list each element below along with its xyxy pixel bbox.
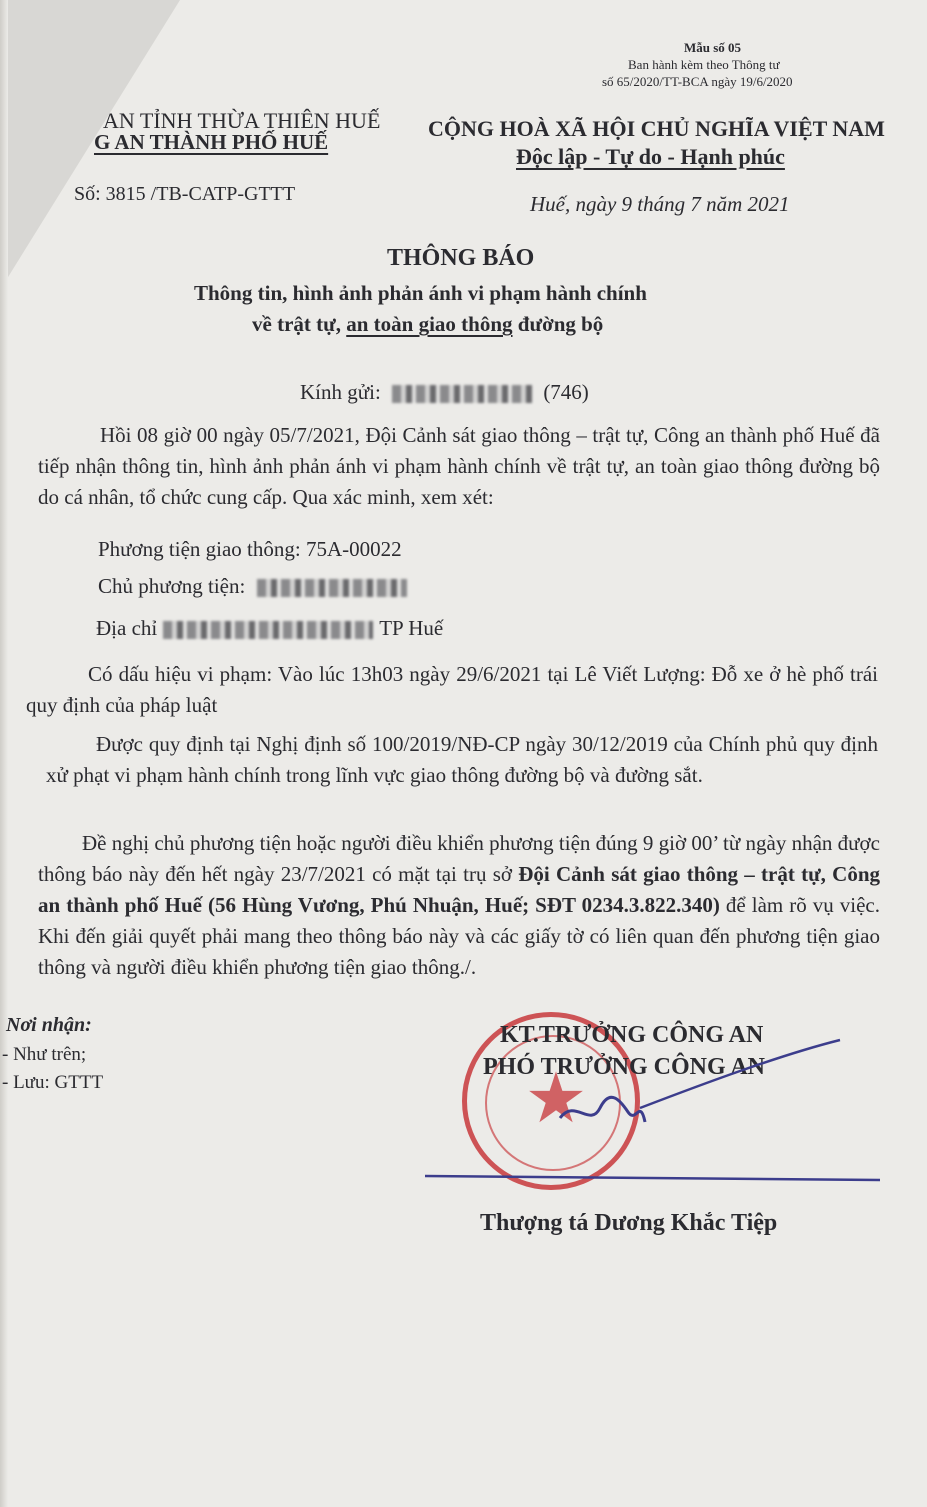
signer-name: Thượng tá Dương Khắc Tiệp: [480, 1210, 778, 1236]
nation-motto: Độc lập - Tự do - Hạnh phúc: [516, 144, 785, 169]
paragraph-intro-text: Hồi 08 giờ 00 ngày 05/7/2021, Đội Cảnh sát giao thông – trật tự, Công an thành phố Huế đã tiếp nhận thông tin, hình ảnh phản ánh vi phạm hành chính về trật tự, an toàn giao thông đường bộ do cá nhân, tổ chức cung cấp. Qua xác minh, xem xét:: [38, 423, 880, 509]
receiver-item-2: - Lưu: GTTT: [2, 1072, 104, 1093]
recipient-suffix: (746): [543, 380, 589, 404]
nation-title: CỘNG HOÀ XÃ HỘI CHỦ NGHĨA VIỆT NAM: [428, 116, 885, 141]
vehicle-line: Phương tiện giao thông: 75A-00022: [98, 537, 402, 561]
signature-title-2: PHÓ TRƯỞNG CÔNG AN: [483, 1054, 766, 1080]
address-label: Địa chỉ: [96, 616, 158, 640]
page-edge: [0, 0, 8, 1507]
paragraph-request-text-c: để làm rõ vụ việc. Khi đến giải quyết phải mang theo thông báo này và các giấy tờ có liên quan đến phương tiện giao thông và người điều khiển phương tiện giao thông./.: [38, 893, 880, 979]
star-icon: ★: [524, 1057, 588, 1139]
paragraph-intro: [38, 420, 880, 513]
paragraph-regulation: [46, 729, 878, 791]
redacted-recipient: [392, 385, 532, 403]
paragraph-violation-text: Có dấu hiệu vi phạm: Vào lúc 13h03 ngày 29/6/2021 tại Lê Viết Lượng: Đỗ xe ở hè phố trái quy định của pháp luật: [26, 662, 878, 717]
owner-line: [98, 574, 413, 599]
redacted-owner: [257, 579, 407, 597]
receiver-item-1: - Như trên;: [2, 1044, 87, 1065]
notice-title: THÔNG BÁO: [387, 245, 535, 271]
recipient-line: [300, 380, 589, 405]
receivers-label: Nơi nhận:: [6, 1014, 92, 1036]
form-number: Mẫu số 05: [684, 40, 742, 55]
paragraph-request-office: Đội Cảnh sát giao thông – trật tự, Công an thành phố Huế (56 Hùng Vương, Phú Nhuận, Huế; SĐT 0234.3.822.340): [38, 862, 880, 917]
issuer-line2: [94, 130, 328, 155]
form-issued-with: Ban hành kèm theo Thông tư: [628, 57, 780, 72]
address-suffix: TP Huế: [379, 616, 444, 640]
paragraph-regulation-text: Được quy định tại Nghị định số 100/2019/NĐ-CP ngày 30/12/2019 của Chính phủ quy định xử phạt vi phạm hành chính trong lĩnh vực giao thông đường bộ và đường sắt.: [46, 732, 878, 787]
paragraph-request: [38, 828, 880, 983]
subtitle-2-part-a: về trật tự,: [252, 312, 347, 336]
document-number: Số: 3815 /TB-CATP-GTTT: [74, 183, 296, 205]
form-circular: số 65/2020/TT-BCA ngày 19/6/2020: [602, 74, 793, 89]
recipient-label: Kính gửi:: [300, 380, 381, 404]
place-date: Huế, ngày 9 tháng 7 năm 2021: [530, 192, 790, 216]
owner-label: Chủ phương tiện:: [98, 574, 246, 598]
redacted-address: [163, 621, 373, 639]
paragraph-request-text-a: Đề nghị chủ phương tiện hoặc người điều khiển phương tiện đúng 9 giờ 00’ từ ngày nhận được thông báo này đến hết ngày 23/7/2021 có mặt tại trụ sở: [38, 831, 880, 886]
issuer-line2-text: G AN THÀNH PHỐ HUẾ: [94, 130, 329, 154]
issuer-line1: AN TỈNH THỪA THIÊN HUẾ: [103, 108, 381, 133]
address-line: [96, 616, 443, 641]
subtitle-2-part-b: an toàn giao thông: [346, 312, 513, 336]
notice-subtitle-2: [252, 312, 603, 337]
signature-title-1: KT.TRƯỞNG CÔNG AN: [500, 1022, 764, 1048]
subtitle-2-part-c: đường bộ: [512, 312, 604, 336]
paragraph-violation: [26, 659, 878, 721]
notice-subtitle-1: Thông tin, hình ảnh phản ánh vi phạm hành chính: [194, 281, 647, 305]
